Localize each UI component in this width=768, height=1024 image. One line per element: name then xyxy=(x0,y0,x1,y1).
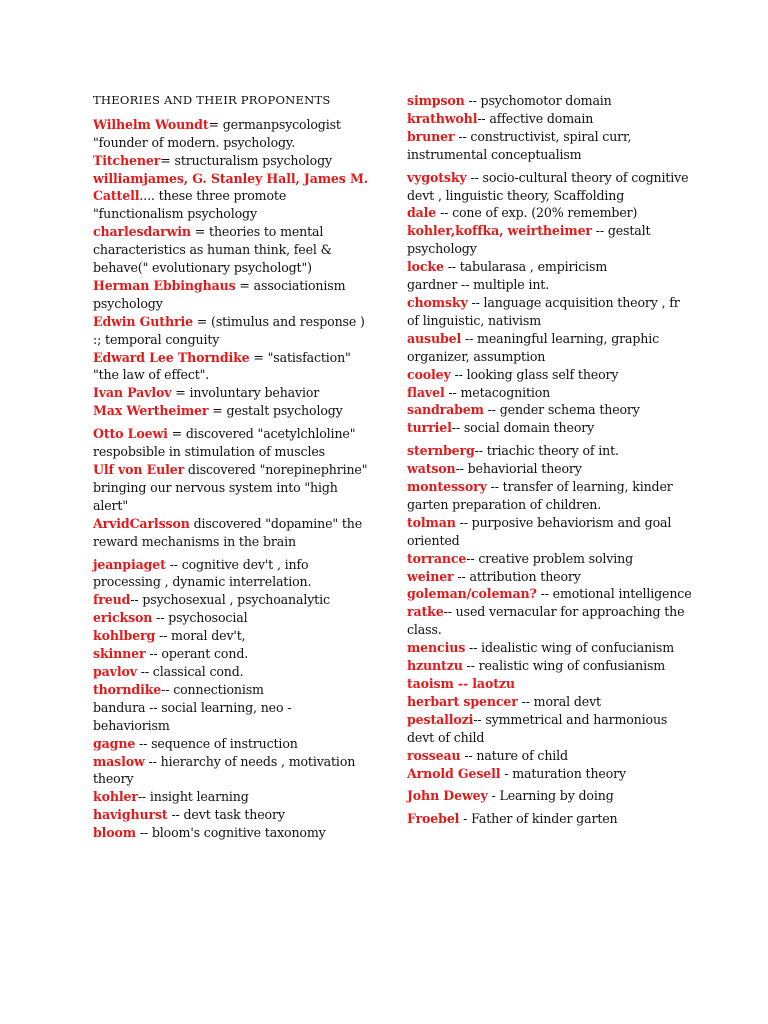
proponent-name: ratke xyxy=(407,604,444,620)
theory-description: -- creative problem solving xyxy=(466,550,633,566)
theory-entry xyxy=(93,461,371,515)
right-entry-list xyxy=(407,92,692,828)
theory-description: -- socio-cultural theory of cognitive devt , linguistic theory, Scaffolding xyxy=(407,169,689,203)
proponent-name: flavel xyxy=(407,384,445,400)
theory-description: -- meaningful learning, graphic organizer, assumption xyxy=(407,330,660,364)
theory-description: - Learning by doing xyxy=(487,788,614,804)
theory-entry xyxy=(407,585,692,603)
theory-entry xyxy=(407,747,692,765)
proponent-name: jeanpiaget xyxy=(93,556,166,572)
proponent-name: torrance xyxy=(407,550,467,566)
theory-description: -- psychomotor domain xyxy=(464,93,612,108)
theory-description: -- symmetrical and harmonious devt of child xyxy=(407,711,668,745)
theory-entry xyxy=(93,788,371,806)
theory-description: -- bloom's cognitive taxonomy xyxy=(135,825,326,841)
theory-entry xyxy=(93,384,371,402)
proponent-name: chomsky xyxy=(407,294,468,310)
theory-entry xyxy=(407,330,692,366)
theory-entry xyxy=(407,657,692,675)
theory-description: -- hierarchy of needs , motivation theory xyxy=(93,753,356,787)
proponent-name: vygotsky xyxy=(407,169,467,185)
theory-description: -- psychosexual , psychoanalytic xyxy=(130,592,330,608)
theory-description: -- idealistic wing of confucianism xyxy=(465,640,675,656)
theory-entry xyxy=(407,787,692,805)
theory-description: bandura -- social learning, neo - behaviorism xyxy=(93,699,292,733)
theory-description: -- gestalt psychology xyxy=(407,223,651,257)
theory-description: -- operant cond. xyxy=(145,646,249,662)
theory-entry xyxy=(407,276,692,294)
theory-description: -- connectionism xyxy=(161,681,264,697)
theory-entry xyxy=(93,806,371,824)
theory-entry xyxy=(407,810,692,828)
right-column xyxy=(407,92,692,828)
theory-entry xyxy=(407,514,692,550)
document-title: THEORIES AND THEIR PROPONENTS xyxy=(93,93,331,107)
proponent-name: locke xyxy=(407,259,444,275)
proponent-name: herbart spencer xyxy=(407,693,518,709)
theory-entry xyxy=(407,110,692,128)
theory-entry xyxy=(93,645,371,663)
theory-description: -- language acquisition theory , fr of linguistic, nativism xyxy=(407,294,680,328)
theory-description: -- looking glass self theory xyxy=(450,366,619,382)
theory-entry xyxy=(93,349,371,385)
theory-description: = associationism psychology xyxy=(93,277,346,311)
theory-entry xyxy=(407,419,692,437)
proponent-name: Otto Loewi xyxy=(93,426,168,442)
proponent-name: charlesdarwin xyxy=(93,224,191,240)
theory-description: -- classical cond. xyxy=(136,663,244,679)
theory-description: -- used vernacular for approaching the class. xyxy=(407,604,685,638)
proponent-name: freud xyxy=(93,592,131,608)
proponent-name: bruner xyxy=(407,128,455,144)
theory-entry xyxy=(407,765,692,783)
theory-description: - Father of kinder garten xyxy=(459,811,618,827)
proponent-name: Max Wertheimer xyxy=(93,403,209,419)
theory-description: -- attribution theory xyxy=(453,568,581,584)
theory-entry xyxy=(407,258,692,276)
theory-description: -- emotional intelligence xyxy=(536,586,692,602)
theory-entry xyxy=(93,152,371,170)
proponent-name: skinner xyxy=(93,646,146,662)
theory-description: = gestalt psychology xyxy=(208,403,343,419)
proponent-name: maslow xyxy=(93,753,145,769)
proponent-name: Ulf von Euler xyxy=(93,462,185,478)
proponent-name: pestallozi xyxy=(407,711,474,727)
theory-description: -- psychosocial xyxy=(152,610,248,626)
theory-description: -- moral dev't, xyxy=(155,628,246,644)
theory-entry xyxy=(93,402,371,420)
theory-entry xyxy=(93,223,371,277)
left-entry-list xyxy=(93,116,371,842)
proponent-name: simpson xyxy=(407,93,465,108)
proponent-name: Arnold Gesell xyxy=(407,765,501,781)
theory-entry xyxy=(407,222,692,258)
theory-description: -- tabularasa , empiricism xyxy=(443,259,608,275)
theory-entry xyxy=(407,366,692,384)
theory-entry xyxy=(93,425,371,461)
theory-description: -- purposive behaviorism and goal oriented xyxy=(407,514,672,548)
theory-description: -- insight learning xyxy=(137,789,249,805)
proponent-name: gagne xyxy=(93,735,136,751)
proponent-name: Edward Lee Thorndike xyxy=(93,349,250,365)
proponent-name: John Dewey xyxy=(407,788,488,804)
proponent-name: Wilhelm Woundt xyxy=(93,116,209,132)
theory-description: discovered "dopamine" the reward mechanisms in the brain xyxy=(93,515,363,549)
proponent-name: montessory xyxy=(407,479,487,495)
theory-entry xyxy=(407,204,692,222)
theory-description: - maturation theory xyxy=(500,765,626,781)
theory-description: -- cognitive dev't , info processing , dynamic interrelation. xyxy=(93,556,312,590)
theory-entry xyxy=(407,401,692,419)
theory-description: -- triachic theory of int. xyxy=(474,443,619,459)
proponent-name: bloom xyxy=(93,825,136,841)
theory-entry xyxy=(407,169,692,205)
theory-entry xyxy=(407,460,692,478)
proponent-name: tolman xyxy=(407,514,456,530)
theory-description: -- cone of exp. (20% remember) xyxy=(436,205,638,221)
proponent-name: hzuntzu xyxy=(407,658,463,674)
proponent-name: Edwin Guthrie xyxy=(93,313,193,329)
theory-description: -- metacognition xyxy=(444,384,551,400)
theory-description: = structuralism psychology xyxy=(160,152,332,168)
proponent-name: erickson xyxy=(93,610,153,626)
theory-entry xyxy=(93,556,371,592)
theory-description: = (stimulus and response ) :; temporal conguity xyxy=(93,313,365,347)
theory-description: -- gender schema theory xyxy=(483,402,640,418)
proponent-name: Titchener xyxy=(93,152,161,168)
theory-description: = theories to mental characteristics as human think, feel & behave(" evolutionary psychologt") xyxy=(93,224,332,276)
theory-entry xyxy=(407,442,692,460)
theory-entry xyxy=(407,92,692,110)
theory-entry xyxy=(93,170,371,224)
proponent-name: watson xyxy=(407,461,456,477)
theory-entry xyxy=(407,639,692,657)
theory-entry xyxy=(407,675,692,693)
theory-entry xyxy=(407,603,692,639)
proponent-name: sandrabem xyxy=(407,402,484,418)
theory-description: -- devt task theory xyxy=(167,807,285,823)
theory-entry xyxy=(93,116,371,152)
theory-description: .... these three promote "functionalism psychology xyxy=(93,188,287,222)
theory-description: -- behaviorial theory xyxy=(455,461,582,477)
theory-description: -- sequence of instruction xyxy=(135,735,298,751)
proponent-name: Herman Ebbinghaus xyxy=(93,277,236,293)
theory-entry xyxy=(93,591,371,609)
theory-entry xyxy=(407,711,692,747)
theory-entry xyxy=(93,699,371,735)
theory-description: = discovered "acetylchloline" respobsible in stimulation of muscles xyxy=(93,426,356,460)
theory-entry xyxy=(407,550,692,568)
theory-entry xyxy=(93,609,371,627)
theory-entry xyxy=(93,277,371,313)
theory-entry xyxy=(93,515,371,551)
theory-description: -- transfer of learning, kinder garten preparation of children. xyxy=(407,479,673,512)
theory-entry xyxy=(407,478,692,514)
theory-description: -- constructivist, spiral curr, instrumental conceptualism xyxy=(407,128,632,162)
theory-entry xyxy=(407,294,692,330)
theory-description: -- nature of child xyxy=(460,747,568,763)
theory-description: -- moral devt xyxy=(517,693,601,709)
proponent-name: thorndike xyxy=(93,681,162,697)
proponent-name: rosseau xyxy=(407,747,461,763)
proponent-name: Ivan Pavlov xyxy=(93,385,172,401)
proponent-name: ausubel xyxy=(407,330,462,346)
theory-entry xyxy=(93,681,371,699)
proponent-name: havighurst xyxy=(93,807,168,823)
theory-description: gardner -- multiple int. xyxy=(407,277,550,293)
theory-entry xyxy=(93,313,371,349)
theory-description: = "satisfaction" "the law of effect". xyxy=(93,349,351,383)
proponent-name: goleman/coleman? xyxy=(407,586,537,602)
proponent-name: Froebel xyxy=(407,811,460,827)
proponent-name: pavlov xyxy=(93,663,137,679)
theory-description: -- social domain theory xyxy=(451,420,595,436)
theory-description: -- realistic wing of confusianism xyxy=(462,658,666,674)
theory-entry xyxy=(93,824,371,842)
theory-entry xyxy=(407,568,692,586)
proponent-name: krathwohl xyxy=(407,110,478,126)
proponent-name: taoism -- laotzu xyxy=(407,676,515,691)
theory-entry xyxy=(93,735,371,753)
proponent-name: turriel xyxy=(407,420,452,436)
theory-entry xyxy=(407,693,692,711)
theory-entry xyxy=(93,753,371,789)
proponent-name: ArvidCarlsson xyxy=(93,515,190,531)
theory-entry xyxy=(93,627,371,645)
theory-description: -- affective domain xyxy=(477,110,594,126)
theory-entry xyxy=(93,663,371,681)
proponent-name: kohler xyxy=(93,789,138,805)
proponent-name: dale xyxy=(407,205,437,221)
theory-description: = germanpsycologist "founder of modern. psychology. xyxy=(93,116,341,150)
theory-description: discovered "norepinephrine" bringing our nervous system into "high alert" xyxy=(93,462,368,513)
proponent-name: kohlberg xyxy=(93,628,156,644)
proponent-name: sternberg xyxy=(407,443,475,459)
proponent-name: weiner xyxy=(407,568,454,584)
theory-entry xyxy=(407,384,692,402)
proponent-name: kohler,koffka, weirtheimer xyxy=(407,223,592,239)
theory-description: = involuntary behavior xyxy=(171,385,320,401)
proponent-name: mencius xyxy=(407,640,466,656)
left-column xyxy=(93,92,371,842)
proponent-name: cooley xyxy=(407,366,451,382)
proponent-name: williamjames, G. Stanley Hall, James M. Cattell xyxy=(93,170,368,204)
theory-entry xyxy=(407,128,692,164)
